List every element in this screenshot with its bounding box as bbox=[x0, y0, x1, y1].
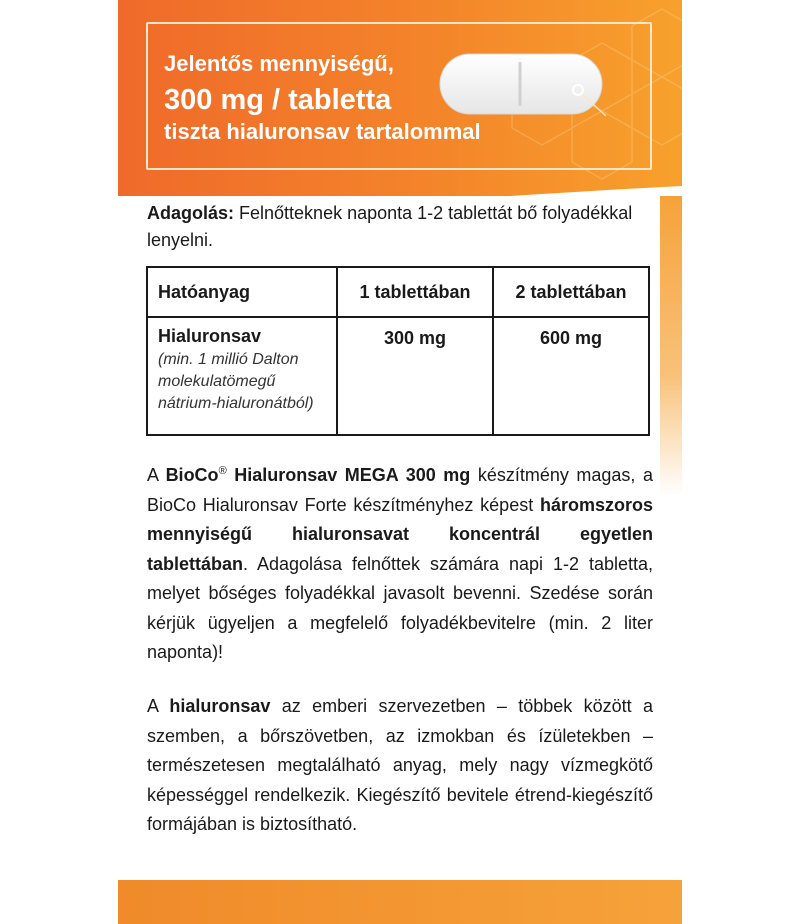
amount-two-cell bbox=[493, 317, 649, 435]
hyaluronic-info-paragraph bbox=[147, 692, 653, 840]
p2-highlight: hialuronsav bbox=[169, 696, 271, 716]
p1-text-3: . Adagolása felnőttek számára napi 1-2 tabletta, melyet bőséges folyadékkal javasolt bevenni. Szedése során kérjük ügyeljen a megfelelő folyadékbevitelre (min. 2 liter naponta)! bbox=[147, 553, 653, 662]
amount-two-tablets: 600 mg bbox=[539, 328, 603, 348]
table-row bbox=[147, 317, 649, 435]
header-line2: 300 mg / tabletta bbox=[164, 84, 392, 116]
p1-text-2: készítmény magas, a BioCo Hialuronsav Forte készítményhez képest bbox=[147, 465, 653, 515]
p1-highlight: háromszoros mennyiségű hialuronsavat koncentrál egyetlen tablettában bbox=[147, 494, 653, 574]
ingredient-note: (min. 1 millió Dalton molekulatömegű nátrium-hialuronátból) bbox=[158, 351, 314, 412]
amount-one-tablet: 300 mg bbox=[383, 328, 447, 348]
description-paragraph bbox=[147, 457, 653, 668]
table-header-ingredient: Hatóanyag bbox=[147, 267, 337, 317]
dosage-text bbox=[147, 200, 647, 254]
side-accent bbox=[660, 196, 682, 496]
header-line3: tiszta hialuronsav tartalommal bbox=[164, 119, 481, 144]
amount-one-cell bbox=[337, 317, 493, 435]
ingredients-table bbox=[146, 266, 650, 436]
ingredient-name: Hialuronsav bbox=[158, 326, 262, 346]
p1-text-1: A bbox=[147, 465, 166, 485]
dosage-label: Adagolás: bbox=[147, 203, 235, 223]
product-name: Hialuronsav MEGA 300 mg bbox=[226, 465, 471, 485]
ingredient-cell bbox=[147, 317, 337, 435]
registered-mark: ® bbox=[218, 465, 227, 477]
dosage-instructions: Felnőtteknek naponta 1-2 tablettát bő folyadékkal lenyelni. bbox=[147, 203, 633, 250]
header-line1: Jelentős mennyiségű, bbox=[164, 51, 394, 76]
header-text bbox=[164, 52, 481, 146]
footer-band bbox=[118, 880, 682, 924]
tablet-icon bbox=[438, 50, 608, 118]
p2-text-1: A bbox=[147, 696, 170, 716]
table-header-row bbox=[147, 267, 649, 317]
table-header-two-tablets: 2 tablettában bbox=[493, 267, 649, 317]
p2-text-2: az emberi szervezetben – többek között a szemben, a bőrszövetben, az izmokban és ízületekben – természetesen megtalálható anyag, mely nagy vízmegkötő képességgel rendelkezik. Kiegészítő bevitele étrend-kiegészítő formájában is biztosítható. bbox=[147, 696, 653, 834]
brand-name: BioCo bbox=[165, 465, 219, 485]
table-header-one-tablet: 1 tablettában bbox=[337, 267, 493, 317]
